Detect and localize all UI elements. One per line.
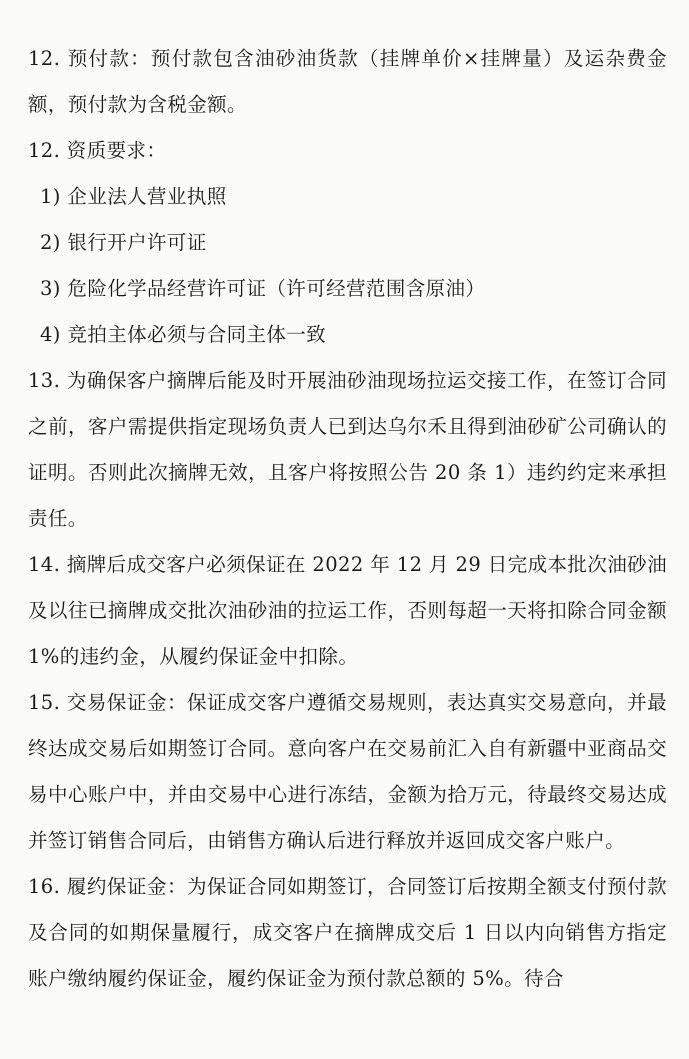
clause-15: 15. 交易保证金：保证成交客户遵循交易规则，表达真实交易意向，并最终达成交易后如期签订合同。意向客户在交易前汇入自有新疆中亚商品交易中心账户中，并由交易中心进行冻结，金额为拾万元，待最终交易达成并签订销售合同后，由销售方确认后进行释放并返回成交客户账户。 <box>28 691 667 852</box>
qualification-item-3: 3) 危险化学品经营许可证（许可经营范围含原油） <box>40 277 486 300</box>
qualification-item-2: 2) 银行开户许可证 <box>40 231 207 254</box>
clause-14: 14. 摘牌后成交客户必须保证在 2022 年 12 月 29 日完成本批次油砂油及以往已摘牌成交批次油砂油的拉运工作，否则每超一天将扣除合同金额 1%的违约金，从履约保证金中扣除。 <box>28 553 667 668</box>
clause-12-qualifications: 12. 资质要求： <box>28 139 167 162</box>
clause-13: 13. 为确保客户摘牌后能及时开展油砂油现场拉运交接工作，在签订合同之前，客户需提供指定现场负责人已到达乌尔禾且得到油砂矿公司确认的证明。否则此次摘牌无效，且客户将按照公告 20 条 1）违约约定来承担责任。 <box>28 369 667 530</box>
qualification-item-4: 4) 竞拍主体必须与合同主体一致 <box>40 323 327 346</box>
clause-12-prepayment: 12. 预付款：预付款包含油砂油货款（挂牌单价×挂牌量）及运杂费金额，预付款为含税金额。 <box>28 47 667 116</box>
clause-16: 16. 履约保证金：为保证合同如期签订，合同签订后按期全额支付预付款及合同的如期保量履行，成交客户在摘牌成交后 1 日以内向销售方指定账户缴纳履约保证金，履约保证金为预付款总额的 5%。待合 <box>28 875 667 990</box>
qualification-item-1: 1) 企业法人营业执照 <box>40 185 227 208</box>
